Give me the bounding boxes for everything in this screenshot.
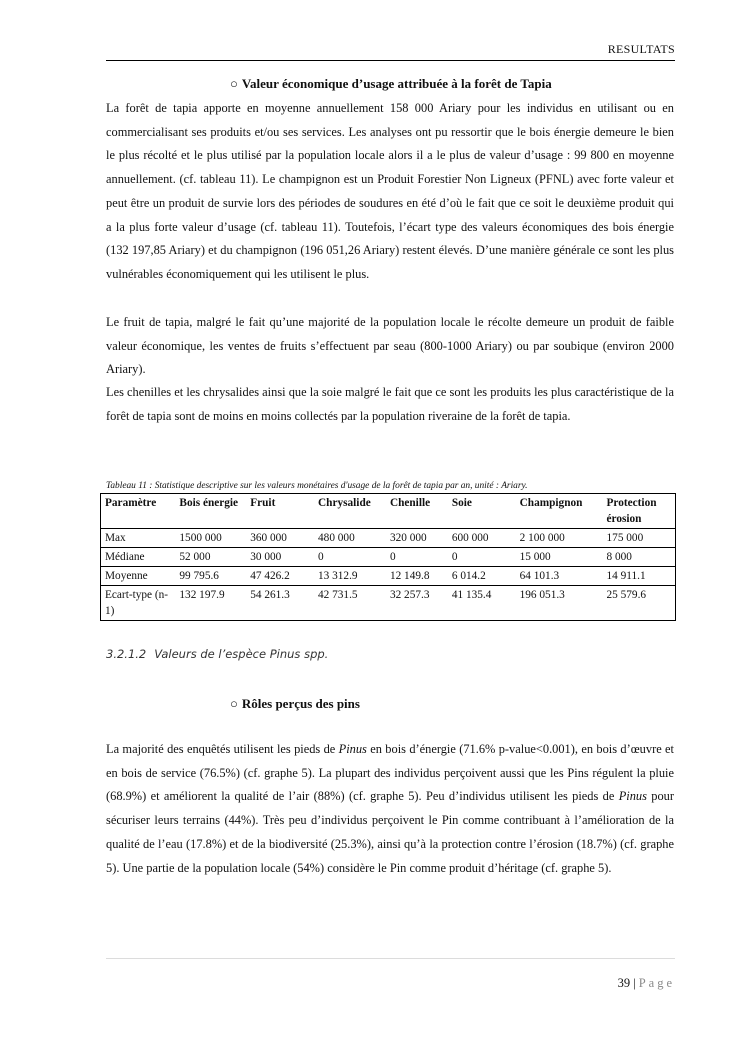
- table-cell: 52 000: [175, 548, 246, 567]
- table-header: Chenille: [386, 494, 448, 529]
- species-name: Pinus: [338, 742, 367, 756]
- page-footer: [560, 976, 675, 991]
- paragraph-tapia-value: La forêt de tapia apporte en moyenne annuellement 158 000 Ariary pour les individus en utilisant ou en commercialisant ses produits et/ou ses services. Les analyses ont pu ressortir que le bois énergie demeure le bien le plus récolté et le plus utilisé par la population locale alors il a le plus de valeur d’usage : 99 800 en moyenne annuellement. (cf. tableau 11). Le champignon est un Produit Forestier Non Ligneux (PFNL) avec forte valeur et peut être un produit de survie lors des périodes de soudures en été d’où le fait que ce soit le deuxième produit qui a la plus forte valeur d’usage (cf. tableau 11). Toutefois, l’écart type des valeurs économiques des bois énergie (132 197,85 Ariary) et du champignon (196 051,26 Ariary) restent élevés. D’une manière générale ce sont les plus vulnérables économiquement qui les utilisent le plus.: [106, 101, 674, 281]
- paragraph-tapia-fruit: Le fruit de tapia, malgré le fait qu’une majorité de la population locale le récolte demeure un produit de faible valeur économique, les ventes de fruits s’effectuent par seau (800-1000 Ariary) ou par soubique (environ 2000 Ariary).: [106, 315, 674, 377]
- table-header: Soie: [448, 494, 516, 529]
- table-cell: 13 312.9: [314, 567, 386, 586]
- paragraph-text: La majorité des enquêtés utilisent les pieds de: [106, 742, 339, 756]
- table-cell: 8 000: [603, 548, 676, 567]
- table-cell: 0: [386, 548, 448, 567]
- paragraph-tapia-silk: Les chenilles et les chrysalides ainsi que la soie malgré le fait que ce sont les produits les plus caractéristique de la forêt de tapia sont de moins en moins collectés par la population riveraine de la forêt de tapia.: [106, 385, 674, 423]
- table-cell: 2 100 000: [516, 529, 603, 548]
- table-cell: Médiane: [101, 548, 176, 567]
- table-cell: 12 149.8: [386, 567, 448, 586]
- table-cell: 54 261.3: [246, 586, 314, 621]
- table-cell: 64 101.3: [516, 567, 603, 586]
- table-cell: 360 000: [246, 529, 314, 548]
- table-cell: 15 000: [516, 548, 603, 567]
- table-header: Protection érosion: [603, 494, 676, 529]
- table-cell: 99 795.6: [175, 567, 246, 586]
- table-cell: 196 051.3: [516, 586, 603, 621]
- table-cell: 600 000: [448, 529, 516, 548]
- subsection-heading: [106, 647, 328, 661]
- table-header: Paramètre: [101, 494, 176, 529]
- table-cell: Moyenne: [101, 567, 176, 586]
- footer-separator: |: [633, 976, 636, 990]
- table-header: Fruit: [246, 494, 314, 529]
- table-cell: 32 257.3: [386, 586, 448, 621]
- table-cell: 25 579.6: [603, 586, 676, 621]
- table-caption: Tableau 11 : Statistique descriptive sur les valeurs monétaires d'usage de la forêt de tapia par an, unité : Ariary.: [106, 481, 528, 491]
- table-header: Champignon: [516, 494, 603, 529]
- table-cell: Ecart-type (n-1): [101, 586, 176, 621]
- table-cell: 6 014.2: [448, 567, 516, 586]
- table-row: [101, 567, 676, 586]
- page-number: 39: [617, 976, 631, 990]
- table-cell: 132 197.9: [175, 586, 246, 621]
- subsection-title: Valeurs de l’espèce Pinus spp.: [154, 647, 329, 661]
- heading-text: Rôles perçus des pins: [241, 696, 360, 711]
- paragraph-text: pour sécuriser leurs terrains (44%). Très peu d’individus perçoivent le Pin comme contribuant à l’amélioration de la qualité de l’eau (17.8%) et de la biodiversité (25.3%), ainsi qu’à la protection contre l’érosion (18.7%) (cf. graphe 5). Une partie de la population locale (54%) considère le Pin comme produit d’héritage (cf. graphe 5).: [106, 789, 674, 875]
- table-cell: 320 000: [386, 529, 448, 548]
- table-row: [101, 548, 676, 567]
- table-cell: 30 000: [246, 548, 314, 567]
- species-name: Pinus: [618, 789, 647, 804]
- table-row: [101, 586, 676, 621]
- table-cell: 1500 000: [175, 529, 246, 548]
- subsection-number: 3.2.1.2: [106, 647, 147, 661]
- paragraph-text: en bois d’énergie (71.6% p-value<0.001), en bois d’œuvre et en bois de service (76.5%) (cf. graphe 5). La plupart des individus perçoivent aussi que les Pins régulent la pluie (68.9%) et améliorent la qualité de l’air (88%) (cf. graphe 5). Peu d’individus utilisent les pieds de: [106, 742, 674, 804]
- table-cell: 175 000: [603, 529, 676, 548]
- bullet-icon: ○: [230, 696, 238, 711]
- footer-rule: [106, 958, 675, 959]
- header-rule: [106, 60, 675, 61]
- bullet-icon: ○: [230, 76, 238, 91]
- running-header: RESULTATS: [607, 42, 675, 56]
- table-row: [101, 529, 676, 548]
- table-header: Bois énergie: [175, 494, 246, 529]
- table-cell: 0: [448, 548, 516, 567]
- table-header-row: [101, 494, 676, 529]
- table-cell: 47 426.2: [246, 567, 314, 586]
- table-cell: 41 135.4: [448, 586, 516, 621]
- table-cell: 0: [314, 548, 386, 567]
- table-cell: 42 731.5: [314, 586, 386, 621]
- paragraph-pins-roles: [106, 738, 674, 880]
- section-heading-pins: [230, 696, 360, 712]
- table-header: Chrysalide: [314, 494, 386, 529]
- heading-text: Valeur économique d’usage attribuée à la forêt de Tapia: [241, 76, 552, 91]
- table-cell: 14 911.1: [603, 567, 676, 586]
- table-cell: Max: [101, 529, 176, 548]
- section-heading-tapia: [230, 76, 552, 92]
- table-cell: 480 000: [314, 529, 386, 548]
- page-label: Page: [638, 976, 675, 990]
- stats-table: [100, 493, 676, 621]
